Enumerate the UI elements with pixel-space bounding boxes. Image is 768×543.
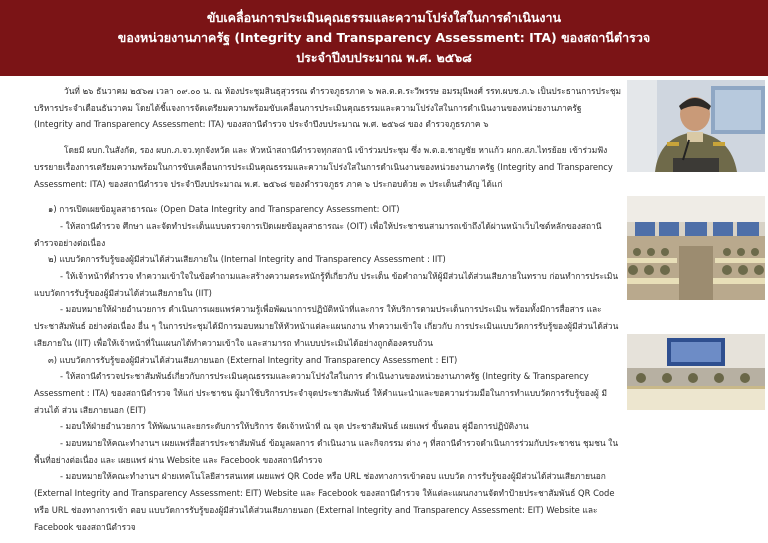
head-table-photo-art	[627, 334, 765, 410]
photo-meeting-room	[627, 196, 765, 300]
article-body	[34, 83, 622, 535]
item-3-detail-2: - มอบให้ฝ่ายอำนวยการ ให้พัฒนาและยกระดับการให้บริการ จัดเจ้าหน้าที่ ณ จุด ประชาสัมพันธ์ เผยแพร่ ขั้นตอน คู่มือการปฏิบัติงาน	[60, 421, 529, 432]
paragraph-attendees: โดยมี ผบก.ในสังกัด, รอง ผบก.ภ.จว.ทุกจังหวัด และ หัวหน้าสถานีตำรวจทุกสถานี เข้าร่วมประชุม ซึ่ง พ.ต.อ.ชาญชัย หาแก้ว ผกก.สภ.ไทรย้อย เข้าร่วมฟังบรรยายเรื่องการเตรียมความพร้อมในการขับเคลื่อนการประเมินคุณธรรมและความโปร่งใสในการดำเนินงานของหน่วยงานภาครัฐ (Integrity and Transparency Assessment: ITA) ของสถานีตำรวจ ประจำปีงบประมาณ พ.ศ. ๒๕๖๘ ของตำรวจภูธร ภาค ๖ ประกอบด้วย ๓ ประเด็นสำคัญ ได้แก่	[34, 145, 613, 189]
item-3-detail-1: - ให้สถานีตำรวจประชาสัมพันธ์เกี่ยวกับการประเมินคุณธรรมและความโปร่งใสในการ ดำเนินงานของหน่วยงานภาครัฐ (Integrity & Transparency Assessment : ITA) ของสถานีตำรวจ ให้แก่ ประชาชน ผู้มาใช้บริการประจำจุดประชาสัมพันธ์ ให้คำแนะนำและขอความร่วมมือในการทำแบบวัดการรับรู้ของผู้ มีส่วนได้ ส่วน เสียภายนอก (EIT)	[34, 371, 608, 415]
item-3-title: ๓) แบบวัดการรับรู้ของผู้มีส่วนได้ส่วนเสียภายนอก (External Integrity and Transparency Assessment : EIT)	[48, 354, 458, 365]
title-banner	[0, 0, 768, 76]
item-2-detail-1: - ให้เจ้าหน้าที่ตำรวจ ทำความเข้าใจในข้อคำถามและสร้างความตระหนักรู้ที่เกี่ยวกับ ประเด็น ข้อคำถามให้ผู้มีส่วนได้ส่วนเสียภายในทราบ ก่อนทำการประเมินแบบวัดการรับรู้ของผู้มีส่วนได้ส่วนเสียภายใน (IIT)	[34, 271, 619, 298]
item-2-detail-2: - มอบหมายให้ฝ่ายอำนวยการ ดำเนินการเผยแพร่ความรู้เพื่อพัฒนาการปฏิบัติหน้าที่และการ ให้บริการตามประเด็นการประเมิน พร้อมทั้งมีการสื่อสาร และประชาสัมพันธ์ อย่างต่อเนื่อง อื่น ๆ ในการประชุมได้มีการมอบหมายให้หัวหน้าแต่ละแผนกงาน ทำความเข้าใจ เกี่ยวกับ การประเมินแบบวัดการรับรู้ของผู้มีส่วนได้ส่วนเสียภายใน (IIT) เพื่อให้เจ้าหน้าที่ในแผนกได้ทำความเข้าใจ และสามารถ ทำแบบประเมินได้อย่างถูกต้องครบถ้วน	[34, 304, 619, 348]
title-line-2: ของหน่วยงานภาครัฐ (Integrity and Transparency Assessment: ITA) ของสถานีตำรวจ	[117, 30, 651, 45]
title-line-1: ขับเคลื่อนการประเมินคุณธรรมและความโปร่งใสในการดำเนินงาน	[206, 10, 562, 25]
photo-head-table	[627, 334, 765, 410]
item-3-detail-3: - มอบหมายให้คณะทำงานฯ เผยแพร่สื่อสารประชาสัมพันธ์ ข้อมูลผลการ ดำเนินงาน และกิจกรรม ต่าง ๆ ที่สถานีตำรวจดำเนินการร่วมกับประชาชน ชุมชน ในพื้นที่อย่างต่อเนื่อง และ เผยแพร่ ผ่าน Website และ Facebook ของสถานีตำรวจ	[34, 438, 619, 465]
meeting-room-photo-art	[627, 196, 765, 300]
photo-speaker	[627, 80, 765, 172]
speaker-photo-art	[627, 80, 765, 172]
item-1-title: ๑) การเปิดเผยข้อมูลสาธารณะ (Open Data Integrity and Transparency Assessment: OIT)	[48, 204, 400, 215]
item-2-title: ๒) แบบวัดการรับรู้ของผู้มีส่วนได้ส่วนเสียภายใน (Internal Integrity and Transparency Assessment : IIT)	[48, 254, 446, 265]
item-3-detail-4: - มอบหมายให้คณะทำงานฯ ฝ่ายเทคโนโลยีสารสนเทศ เผยแพร่ QR Code หรือ URL ช่องทางการเข้าตอบ แบบวัด การรับรู้ของผู้มีส่วนได้ส่วนเสียภายนอก (External Integrity and Transparency Assessment: EIT) Website และ Facebook ของสถานีตำรวจ ให้แต่ละแผนกงานจัดทำป้ายประชาสัมพันธ์ QR Code หรือ URL ช่องทางการเข้า ตอบ แบบวัดการรับรู้ของผู้มีส่วนได้ส่วนเสียภายนอก (External Integrity and Transparency Assessment: EIT) Website และ Facebook ของสถานีตำรวจ	[34, 471, 615, 532]
title-line-3: ประจำปีงบประมาณ พ.ศ. ๒๕๖๘	[296, 50, 472, 65]
item-1-detail: - ให้สถานีตำรวจ ศึกษา และจัดทำประเด็นแบบตรวจการเปิดเผยข้อมูลสาธารณะ (OIT) เพื่อให้ประชาชนสามารถเข้าถึงได้ผ่านหน้าเว็บไซต์หลักของสถานีตำรวจอย่างต่อเนื่อง	[34, 220, 602, 248]
paragraph-meeting: วันที่ ๒๖ ธันวาคม ๒๕๖๗ เวลา ๐๙.๐๐ น. ณ ห้องประชุมสินธุสุวรรณ ตำรวจภูธรภาค ๖ พล.ต.ต.ระวีพรรษ อมรมุนีพงศ์ รรท.ผบช.ภ.๖ เป็นประธานการประชุมบริหารประจำเดือนธันวาคม โดยได้ชี้แจงการจัดเตรียมความพร้อมขับเคลื่อนการประเมินคุณธรรมและความโปร่งใสในการดำเนินงานของหน่วยงานภาครัฐ (Integrity and Transparency Assessment: ITA) ของสถานีตำรวจ ประจำปีงบประมาณ พ.ศ. ๒๕๖๘ ของ ตำรวจภูธรภาค ๖	[34, 86, 622, 130]
